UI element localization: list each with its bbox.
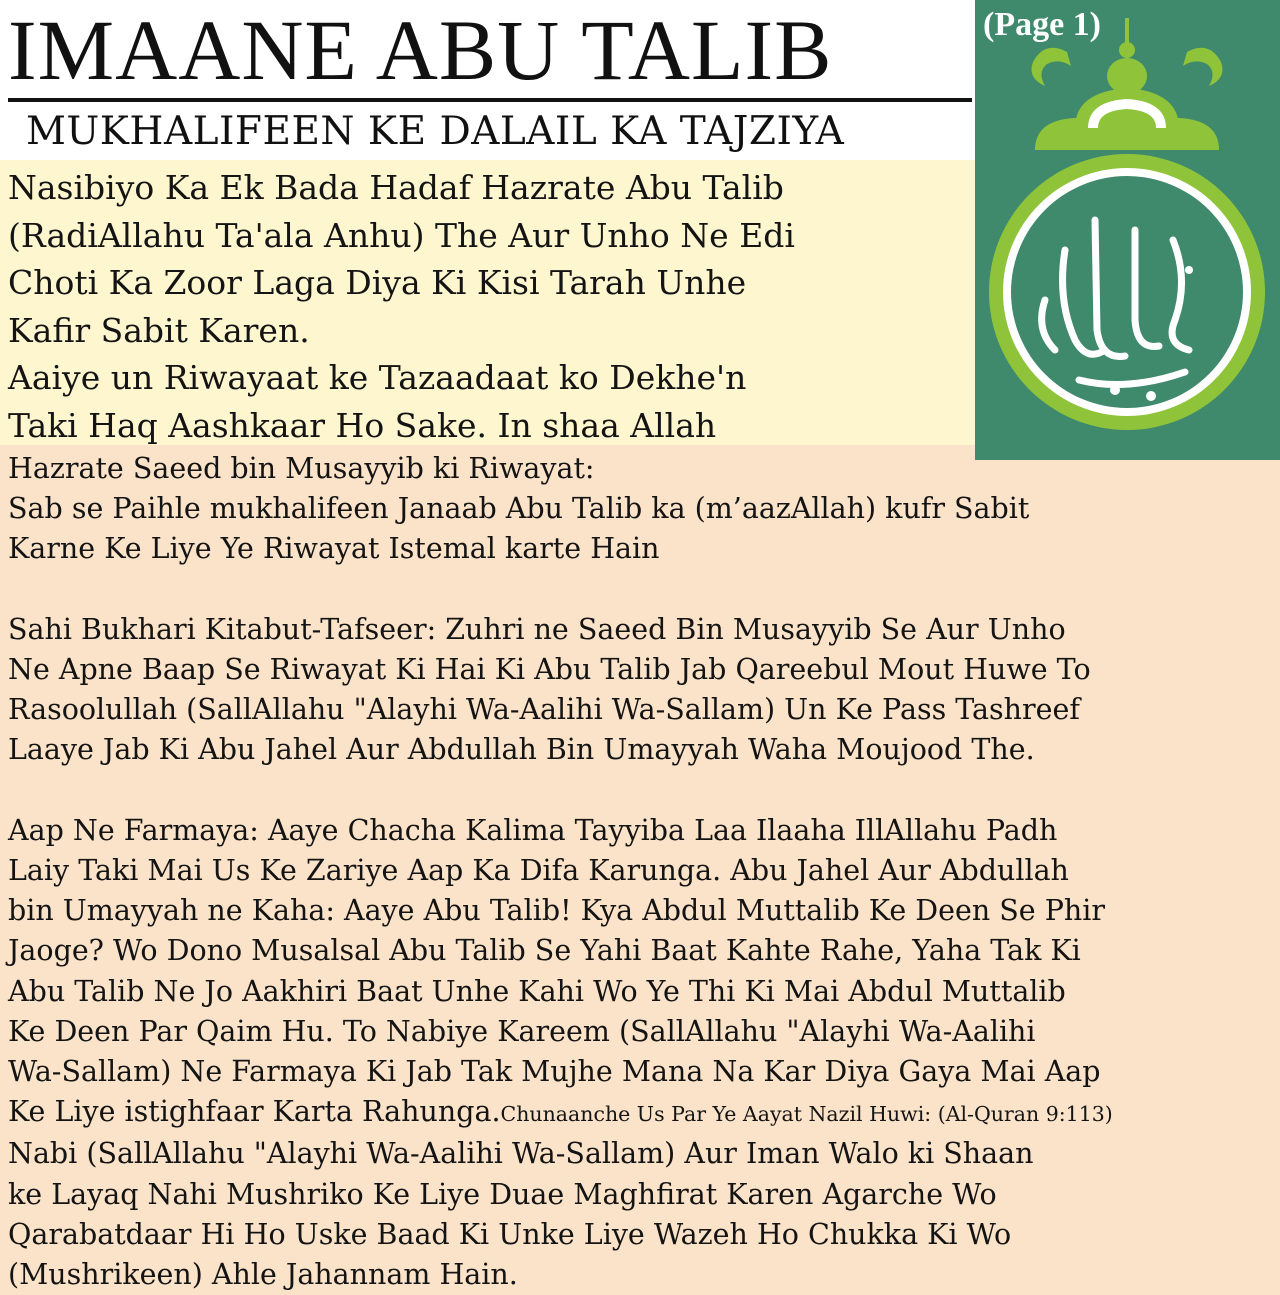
intro-paragraph-2 <box>8 354 968 449</box>
section-heading: Hazrate Saeed bin Musayyib ki Riwayat: <box>8 452 595 485</box>
text-line: Laiy Taki Mai Us Ke Zariye Aap Ka Difa Karunga. Abu Jahel Aur Abdullah <box>8 854 1069 887</box>
text-line: Nabi (SallAllahu "Alayhi Wa-Aalihi Wa-Sallam) Aur Iman Walo ki Shaan <box>8 1137 1034 1171</box>
intro-box <box>0 160 975 445</box>
text-line: Aaiye un Riwayaat ke Tazaadaat ko Dekhe'n <box>8 358 747 397</box>
text-line: Abu Talib Ne Jo Aakhiri Baat Unhe Kahi Wo Ye Thi Ki Mai Abdul Muttalib <box>8 974 1066 1008</box>
text-line: Rasoolullah (SallAllahu "Alayhi Wa-Aalihi Wa-Sallam) Un Ke Pass Tashreef <box>8 693 1080 727</box>
page-title: IMAANE ABU TALIB <box>8 2 833 98</box>
text-line: bin Umayyah ne Kaha: Aaye Abu Talib! Kya Abdul Muttalib Ke Deen Se Phir <box>8 894 1105 928</box>
text-line: Wa-Sallam) Ne Farmaya Ki Jab Tak Mujhe Mana Na Kar Diya Gaya Mai Aap <box>8 1055 1101 1089</box>
text-line: Qarabatdaar Hi Ho Uske Baad Ki Unke Liye Wazeh Ho Chukka Ki Wo <box>8 1217 1012 1251</box>
intro-text <box>8 164 968 449</box>
text-line: Ke Liye istighfaar Karta Rahunga. <box>8 1095 501 1129</box>
text-line: ke Layaq Nahi Mushriko Ke Liye Duae Maghfirat Karen Agarche Wo <box>8 1177 997 1211</box>
text-line: Aap Ne Farmaya: Aaye Chacha Kalima Tayyiba Laa Ilaaha IllAllahu Padh <box>8 813 1058 847</box>
header <box>0 0 975 160</box>
text-line: Choti Ka Zoor Laga Diya Ki Kisi Tarah Unhe <box>8 263 747 302</box>
text-line: Kafir Sabit Karen. <box>8 310 310 350</box>
paragraph <box>8 811 1276 1295</box>
paragraph <box>8 610 1276 771</box>
text-line: Laaye Jab Ki Abu Jahel Aur Abdullah Bin Umayyah Waha Moujood The. <box>8 733 1035 767</box>
text-line: Sab se Paihle mukhalifeen Janaab Abu Talib ka (m’aazAllah) kufr Sabit <box>8 492 1030 526</box>
text-line: Nasibiyo Ka Ek Bada Hadaf Hazrate Abu Talib <box>8 168 784 207</box>
paragraph <box>8 489 1276 569</box>
intro-paragraph-1 <box>8 164 968 354</box>
quran-reference-note: Chunaanche Us Par Ye Aayat Nazil Huwi: (Al-Quran 9:113) <box>500 1102 1113 1127</box>
paragraph-gap <box>8 771 1276 811</box>
article-body <box>8 449 1276 1295</box>
title-underline <box>8 98 972 102</box>
abu-talib-calligraphy-icon <box>975 0 1280 460</box>
text-line: (Mushrikeen) Ahle Jahannam Hain. <box>8 1258 518 1292</box>
text-line: (RadiAllahu Ta'ala Anhu) The Aur Unho Ne Edi <box>8 215 795 255</box>
text-line: Ne Apne Baap Se Riwayat Ki Hai Ki Abu Talib Jab Qareebul Mout Huwe To <box>8 653 1091 686</box>
text-line: Karne Ke Liye Ye Riwayat Istemal karte Hain <box>8 532 660 566</box>
text-line: Sahi Bukhari Kitabut-Tafseer: Zuhri ne Saeed Bin Musayyib Se Aur Unho <box>8 612 1066 646</box>
page-subtitle: MUKHALIFEEN KE DALAIL KA TAJZIYA <box>26 109 845 154</box>
paragraph-gap <box>8 570 1276 610</box>
page-number-tag: (Page 1) <box>983 6 1102 43</box>
text-line: Jaoge? Wo Dono Musalsal Abu Talib Se Yahi Baat Kahte Rahe, Yaha Tak Ki <box>8 934 1081 968</box>
text-line: Taki Haq Aashkaar Ho Sake. In shaa Allah <box>8 405 717 445</box>
text-line: Ke Deen Par Qaim Hu. To Nabiye Kareem (SallAllahu "Alayhi Wa-Aalihi <box>8 1014 1036 1048</box>
